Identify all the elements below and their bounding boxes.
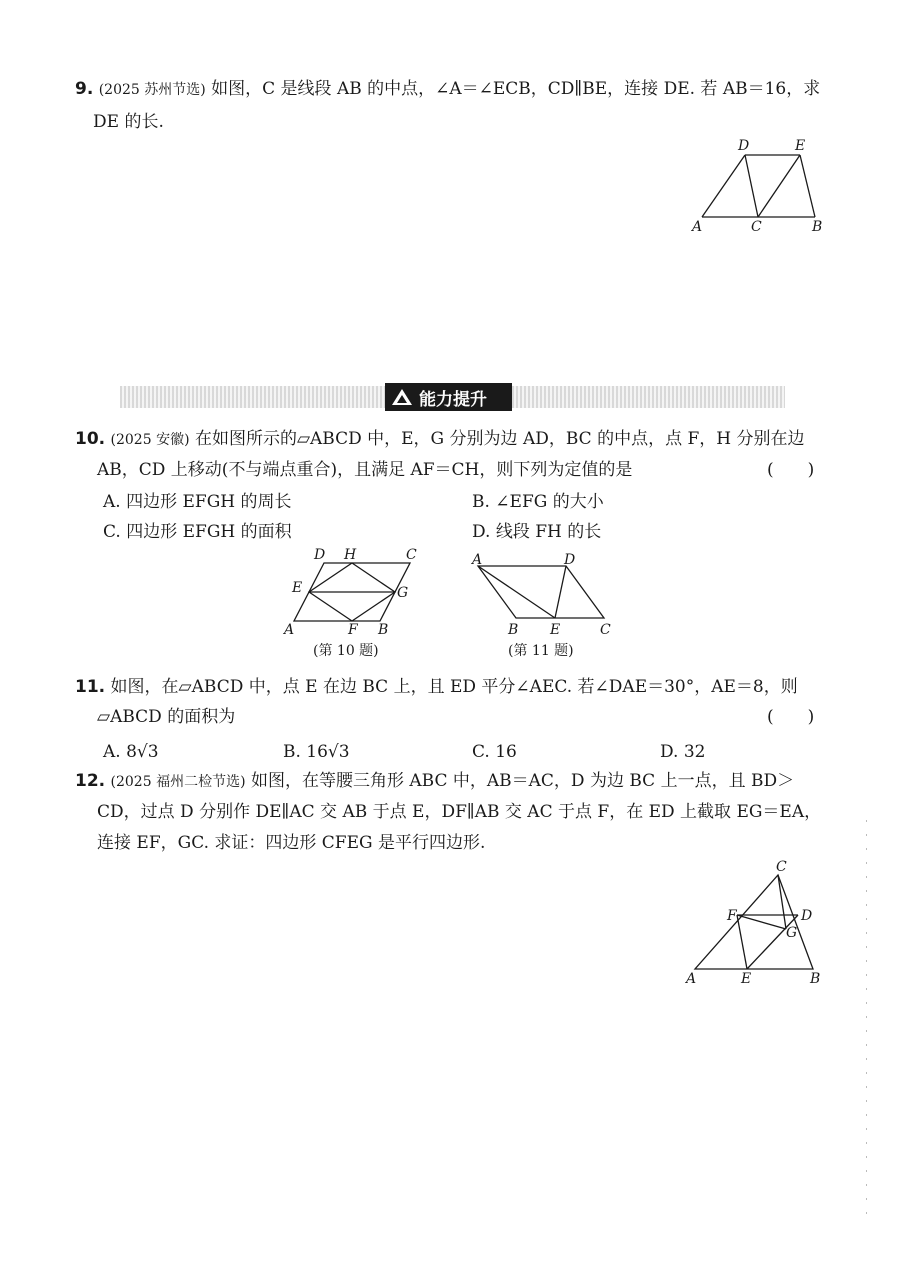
q10-text-1: 在如图所示的▱ABCD 中，E，G 分别为边 AD，BC 的中点，点 F，H 分别在边 — [194, 429, 805, 449]
q11-option-d: D. 32 — [660, 742, 706, 762]
q12-label-d: D — [801, 908, 813, 924]
q11-label-c: C — [600, 622, 611, 638]
q12-label-g: G — [786, 925, 798, 941]
section-banner — [385, 383, 512, 411]
q9-source: (2025 苏州节选) — [98, 82, 206, 98]
q9-label-b: B — [812, 219, 823, 235]
q12-text-2: CD，过点 D 分别作 DE∥AC 交 AB 于点 E，DF∥AB 交 AC 于点 F，在 ED 上截取 EG＝EA， — [97, 802, 822, 822]
q11-option-a: A. 8√3 — [103, 742, 159, 762]
mountain-icon — [391, 387, 413, 407]
q10-label-h: H — [344, 547, 357, 563]
q10-option-a: A. 四边形 EFGH 的周长 — [103, 492, 292, 512]
q11-figure — [468, 550, 618, 640]
page-edge-marks — [866, 820, 867, 1220]
q9-text-2: DE 的长. — [93, 112, 164, 132]
q10-option-b: B. ∠EFG 的大小 — [472, 492, 604, 512]
q12-label-b: B — [810, 971, 821, 987]
q11-label-d: D — [564, 552, 576, 568]
q9-label-c: C — [751, 219, 762, 235]
q12-label-c: C — [776, 859, 787, 875]
q11-label-a: A — [472, 552, 483, 568]
q11-option-b: B. 16√3 — [283, 742, 350, 762]
q10-answer-paren: ( ) — [767, 460, 815, 480]
q9-text-1: 如图，C 是线段 AB 的中点，∠A＝∠ECB，CD∥BE，连接 DE. 若 AB＝16，求 — [211, 79, 821, 99]
q10-label-g: G — [397, 585, 409, 601]
q11-text-1: 如图，在▱ABCD 中，点 E 在边 BC 上，且 ED 平分∠AEC. 若∠DAE＝30°，AE＝8，则 — [110, 677, 798, 697]
q11-number: 11. — [75, 677, 106, 697]
q9-line1 — [75, 77, 820, 102]
q12-number: 12. — [75, 771, 106, 791]
q10-source: (2025 安徽) — [110, 432, 190, 448]
q12-line1 — [75, 769, 794, 794]
q11-text-2: ▱ABCD 的面积为 — [97, 707, 236, 727]
q11-label-b: B — [508, 622, 519, 638]
q10-text-2: AB，CD 上移动(不与端点重合)，且满足 AF＝CH，则下列为定值的是 — [97, 460, 633, 480]
q11-option-c: C. 16 — [472, 742, 517, 762]
q9-label-a: A — [692, 219, 703, 235]
q10-label-c: C — [406, 547, 417, 563]
q10-label-e: E — [292, 580, 303, 596]
q10-option-c: C. 四边形 EFGH 的面积 — [103, 522, 292, 542]
q11-label-e: E — [550, 622, 561, 638]
q11-answer-paren: ( ) — [767, 707, 815, 727]
q9-label-e: E — [795, 138, 806, 154]
q12-text-3: 连接 EF，GC. 求证：四边形 CFEG 是平行四边形. — [97, 833, 486, 853]
q10-label-b: B — [378, 622, 389, 638]
q10-label-f: F — [348, 622, 358, 638]
q12-figure — [683, 855, 833, 990]
q12-text-1: 如图，在等腰三角形 ABC 中，AB＝AC，D 为边 BC 上一点，且 BD＞ — [250, 771, 795, 791]
q12-label-f: F — [727, 908, 737, 924]
q10-number: 10. — [75, 429, 106, 449]
q10-line1 — [75, 427, 805, 452]
q12-source: (2025 福州二检节选) — [110, 774, 246, 790]
q10-label-a: A — [284, 622, 295, 638]
q9-number: 9. — [75, 79, 94, 99]
q12-label-e: E — [741, 971, 752, 987]
q9-figure — [690, 135, 830, 240]
q9-label-d: D — [738, 138, 750, 154]
q11-caption: (第 11 题) — [508, 643, 574, 659]
q10-option-d: D. 线段 FH 的长 — [472, 522, 602, 542]
q10-figure — [280, 545, 430, 640]
q10-label-d: D — [314, 547, 326, 563]
q11-line1 — [75, 675, 798, 699]
q12-label-a: A — [686, 971, 697, 987]
q10-caption: (第 10 题) — [313, 643, 379, 659]
section-title: 能力提升 — [419, 389, 487, 410]
